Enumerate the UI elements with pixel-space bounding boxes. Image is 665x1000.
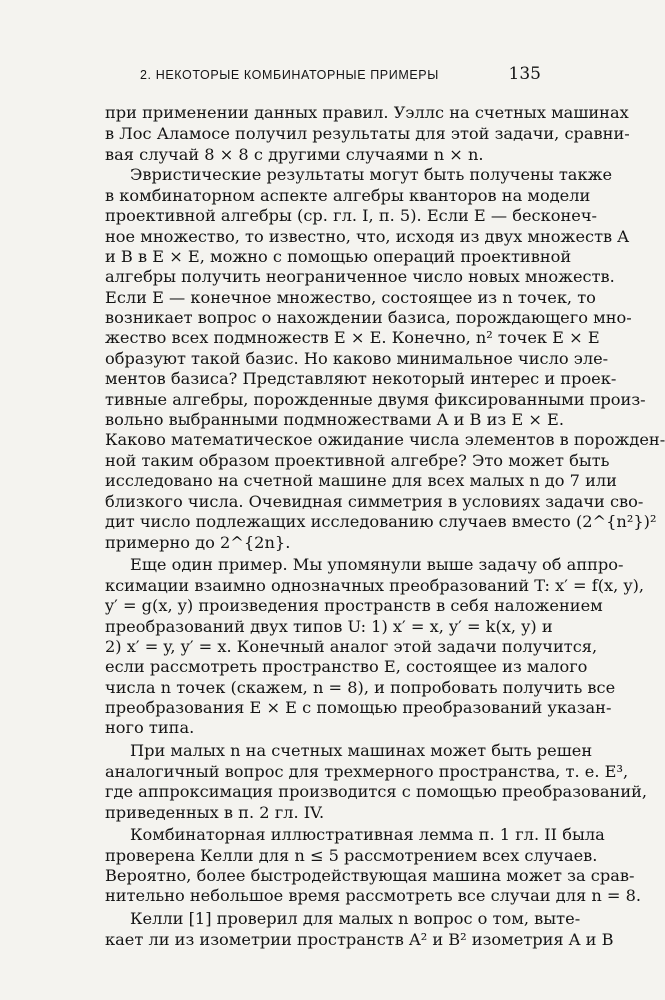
text-line: жество всех подмножеств E × E. Конечно, n² точек E × E bbox=[105, 328, 600, 347]
text-line: проверена Келли для n ≤ 5 рассмотрением всех случаев. bbox=[105, 846, 598, 865]
text-line: и B в E × E, можно с помощью операций проективной bbox=[105, 247, 572, 266]
text-line: вая случай 8 × 8 с другими случаями n × n. bbox=[105, 145, 484, 164]
text-line: примерно до 2^{2n}. bbox=[105, 533, 291, 552]
text-line: в комбинаторном аспекте алгебры кванторов на модели bbox=[105, 186, 591, 205]
text-line: ного типа. bbox=[105, 718, 195, 737]
text-line: дит число подлежащих исследованию случаев вместо (2^{n²})² bbox=[105, 512, 657, 531]
paragraph-first-line: При малых n на счетных машинах может быть решен bbox=[130, 741, 593, 760]
text-line: ксимации взаимно однозначных преобразований T: x′ = f(x, y), bbox=[105, 576, 645, 595]
text-line: нительно небольшое время рассмотреть все случаи для n = 8. bbox=[105, 886, 642, 905]
text-line: при применении данных правил. Уэллс на счетных машинах bbox=[105, 103, 629, 122]
text-line: проективной алгебры (ср. гл. I, п. 5). Если E — бесконеч- bbox=[105, 206, 598, 225]
text-line: образуют такой базис. Но каково минимальное число эле- bbox=[105, 349, 609, 368]
text-line: в Лос Аламосе получил результаты для этой задачи, сравни- bbox=[105, 124, 630, 143]
text-line: исследовано на счетной машине для всех малых n до 7 или bbox=[105, 471, 617, 490]
text-line: близкого числа. Очевидная симметрия в условиях задачи сво- bbox=[105, 492, 644, 511]
text-line: алгебры получить неограниченное число новых множеств. bbox=[105, 267, 615, 286]
text-line: y′ = g(x, y) произведения пространств в себя наложением bbox=[105, 596, 603, 615]
running-title: 2. НЕКОТОРЫЕ КОМБИНАТОРНЫЕ ПРИМЕРЫ bbox=[140, 68, 439, 82]
text-line: Вероятно, более быстродействующая машина может за срав- bbox=[105, 866, 635, 885]
text-line: аналогичный вопрос для трехмерного пространства, т. е. E³, bbox=[105, 762, 629, 781]
text-line: кает ли из изометрии пространств A² и B² изометрия A и B bbox=[105, 930, 614, 949]
text-line: вольно выбранными подмножествами A и B из E × E. bbox=[105, 410, 564, 429]
paragraph-first-line: Комбинаторная иллюстративная лемма п. 1 гл. II была bbox=[130, 825, 605, 844]
text-line: Каково математическое ожидание числа элементов в порожден- bbox=[105, 430, 665, 449]
text-line: 2) x′ = y, y′ = x. Конечный аналог этой задачи получится, bbox=[105, 637, 598, 656]
paragraph-first-line: Еще один пример. Мы упомянули выше задачу об аппро- bbox=[130, 555, 624, 574]
paragraph-first-line: Эвристические результаты могут быть получены также bbox=[130, 165, 613, 184]
text-line: возникает вопрос о нахождении базиса, порождающего мно- bbox=[105, 308, 632, 327]
text-line: тивные алгебры, порожденные двумя фиксированными произ- bbox=[105, 390, 646, 409]
page-number: 135 bbox=[508, 64, 541, 84]
text-line: преобразования E × E с помощью преобразований указан- bbox=[105, 698, 612, 717]
text-line: ментов базиса? Представляют некоторый интерес и проек- bbox=[105, 369, 617, 388]
text-line: преобразований двух типов U: 1) x′ = x, y′ = k(x, y) и bbox=[105, 617, 553, 636]
text-line: ной таким образом проективной алгебре? Это может быть bbox=[105, 451, 610, 470]
text-line: приведенных в п. 2 гл. IV. bbox=[105, 803, 325, 822]
text-line: числа n точек (скажем, n = 8), и попробовать получить все bbox=[105, 678, 616, 697]
text-line: если рассмотреть пространство E, состоящее из малого bbox=[105, 657, 588, 676]
page-header bbox=[100, 64, 551, 88]
text-line: Если E — конечное множество, состоящее из n точек, то bbox=[105, 288, 596, 307]
text-line: где аппроксимация производится с помощью преобразований, bbox=[105, 782, 648, 801]
paragraph-first-line: Келли [1] проверил для малых n вопрос о том, выте- bbox=[130, 909, 581, 928]
text-line: ное множество, то известно, что, исходя из двух множеств A bbox=[105, 227, 629, 246]
